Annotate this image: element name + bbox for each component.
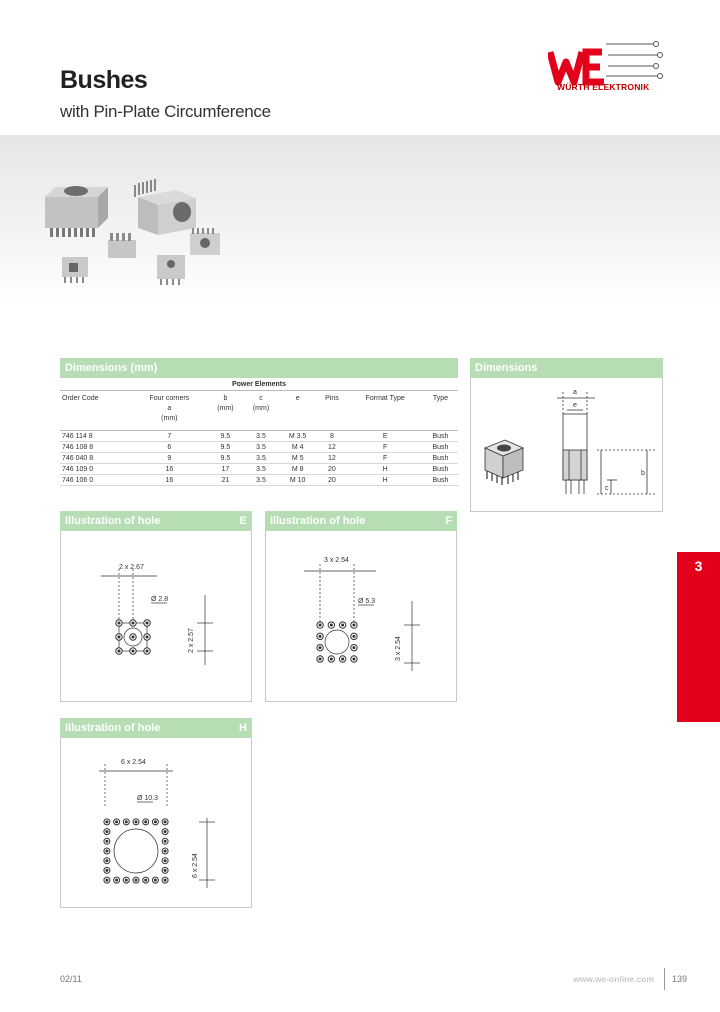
table-column-header <box>279 391 317 431</box>
pin-hole-center <box>154 821 156 823</box>
hole-h-code: H <box>239 722 247 734</box>
table-column-header-line: Four corners <box>149 395 190 402</box>
dimensions-drawing-heading-label: Dimensions <box>475 362 538 374</box>
pin-hole-center <box>330 624 332 626</box>
table-column-header <box>208 391 244 431</box>
table-cell: 3.5 <box>243 464 279 475</box>
table-cell: 9 <box>131 453 208 464</box>
hole-e-box <box>60 531 252 702</box>
bush-small-3 <box>62 257 88 283</box>
pin-hole-center <box>164 860 166 862</box>
bushes-photo-image <box>0 135 720 305</box>
table-cell: 20 <box>317 464 348 475</box>
hole-e-drawing <box>61 531 251 700</box>
hole-h-diameter: Ø 10.3 <box>137 795 159 802</box>
pin-hole-center <box>135 879 137 881</box>
product-photo <box>0 135 720 305</box>
pin-hole-center <box>319 624 321 626</box>
dimensions-drawing-heading <box>470 358 663 378</box>
dimensions-table-heading-label: Dimensions (mm) <box>65 362 158 374</box>
table-cell: Bush <box>423 464 458 475</box>
table-cell: 9.5 <box>208 453 244 464</box>
table-row <box>60 464 458 475</box>
hole-f-pitch: 3 x 2.54 <box>324 557 349 564</box>
table-column-header-line: b <box>223 395 228 402</box>
pin-hole-center <box>319 647 321 649</box>
table-cell: 16 <box>131 464 208 475</box>
table-column-header-line: Type <box>432 395 449 402</box>
hole-f-code: F <box>445 515 452 527</box>
table-cell: 3.5 <box>243 453 279 464</box>
pin-hole-center <box>164 831 166 833</box>
bush-large-1 <box>45 186 108 237</box>
pin-hole-center <box>353 658 355 660</box>
table-cell: 746 106 0 <box>60 475 131 486</box>
page-title: Bushes <box>60 66 148 94</box>
table-cell: Bush <box>423 442 458 453</box>
table-cell: 3.5 <box>243 431 279 442</box>
hole-e-heading <box>60 511 252 531</box>
table-column-header-line: e <box>295 395 300 402</box>
hole-h-box <box>60 738 252 908</box>
hole-f-heading <box>265 511 457 531</box>
table-cell: 3.5 <box>243 475 279 486</box>
pin-hole-center <box>353 635 355 637</box>
table-column-header-line: (mm) <box>217 405 234 412</box>
table-cell: 16 <box>131 475 208 486</box>
table-column-header <box>131 391 208 431</box>
hole-e-heading-label: Illustration of hole <box>65 515 161 527</box>
table-row <box>60 431 458 442</box>
pin-hole-center <box>145 821 147 823</box>
table-column-header-line: Order Code <box>62 395 99 402</box>
hole-h-pitch: 6 x 2.54 <box>121 759 146 766</box>
table-column-header-line: Pins <box>325 395 339 402</box>
table-cell: 17 <box>208 464 244 475</box>
pin-hole-center <box>164 840 166 842</box>
table-cell: 7 <box>131 431 208 442</box>
footer-url-link[interactable]: www.we-online.com <box>573 974 654 984</box>
pin-hole-center <box>106 850 108 852</box>
table-cell: Bush <box>423 453 458 464</box>
hole-h-heading-label: Illustration of hole <box>65 722 161 734</box>
hole-e-pitch: 2 x 2.67 <box>119 564 144 571</box>
pin-hole-center <box>319 635 321 637</box>
page-header <box>0 0 720 135</box>
chapter-tab-label: 3 <box>694 558 703 574</box>
table-cell: 20 <box>317 475 348 486</box>
table-column-header-line: Format Type <box>365 395 405 402</box>
table-row <box>60 453 458 464</box>
pin-hole-center <box>146 622 148 624</box>
table-cell: F <box>347 442 423 453</box>
bush-3d-sketch <box>485 440 523 485</box>
pin-hole-center <box>106 840 108 842</box>
table-cell: 746 114 8 <box>60 431 131 442</box>
table-column-header <box>60 391 131 431</box>
bush-side-view <box>557 392 657 494</box>
hole-e-height: 2 x 2.57 <box>188 628 195 653</box>
table-cell: 746 040 8 <box>60 453 131 464</box>
table-column-headers <box>60 391 458 431</box>
bush-small-2 <box>190 228 220 255</box>
pin-hole-center <box>353 624 355 626</box>
pin-hole-center <box>164 850 166 852</box>
pin-hole-center <box>135 821 137 823</box>
table-cell: 21 <box>208 475 244 486</box>
pin-hole-center <box>330 658 332 660</box>
pin-hole-center <box>154 879 156 881</box>
hole-h-drawing <box>61 738 251 906</box>
pin-hole-center <box>132 650 134 652</box>
pin-hole-center <box>319 658 321 660</box>
chapter-tab[interactable] <box>677 552 720 722</box>
pin-hole-center <box>116 821 118 823</box>
dimensions-table-heading <box>60 358 458 378</box>
table-column-header <box>317 391 348 431</box>
table-cell: M 10 <box>279 475 317 486</box>
page-subtitle: with Pin-Plate Circumference <box>60 102 271 121</box>
pin-hole-center <box>353 647 355 649</box>
dim-label-a: a <box>573 389 577 396</box>
hole-f-diameter: Ø 5.3 <box>358 598 376 605</box>
pin-hole-center <box>125 821 127 823</box>
hole-f-drawing <box>266 531 456 700</box>
pin-hole-center <box>106 860 108 862</box>
dimensions-table <box>60 378 458 486</box>
table-cell: H <box>347 475 423 486</box>
logo-text: WÜRTH ELEKTRONIK <box>557 82 650 92</box>
pin-hole-center <box>118 636 120 638</box>
table-cell: M 8 <box>279 464 317 475</box>
table-row <box>60 442 458 453</box>
table-row <box>60 475 458 486</box>
pin-hole-center <box>118 622 120 624</box>
footer-date: 02/11 <box>60 974 82 984</box>
pin-hole-center <box>164 879 166 881</box>
hole-f-box <box>265 531 457 702</box>
table-cell: 9.5 <box>208 442 244 453</box>
pin-hole-center <box>145 879 147 881</box>
table-column-header-line: c <box>259 395 263 402</box>
table-cell: M 5 <box>279 453 317 464</box>
hole-e-code: E <box>239 515 247 527</box>
pin-hole-center <box>164 869 166 871</box>
dim-label-c: c <box>605 485 609 492</box>
table-cell: 746 108 8 <box>60 442 131 453</box>
pin-hole-center <box>164 821 166 823</box>
table-cell: 6 <box>131 442 208 453</box>
pin-hole-center <box>125 879 127 881</box>
dimensions-drawing-box <box>470 378 663 512</box>
bush-large-2 <box>134 179 196 235</box>
hole-f-heading-label: Illustration of hole <box>270 515 366 527</box>
pin-hole-center <box>342 624 344 626</box>
table-cell: Bush <box>423 475 458 486</box>
table-cell: F <box>347 453 423 464</box>
table-cell: E <box>347 431 423 442</box>
table-column-header-line: (mm) <box>252 405 270 412</box>
hole-f-height: 3 x 2.54 <box>395 636 402 661</box>
table-column-header <box>423 391 458 431</box>
table-column-header <box>243 391 279 431</box>
pin-hole-center <box>132 636 134 638</box>
table-cell: 746 109 0 <box>60 464 131 475</box>
hole-e-diameter: Ø 2.8 <box>151 596 169 603</box>
table-cell: 12 <box>317 453 348 464</box>
table-cell: Bush <box>423 431 458 442</box>
pin-hole-center <box>146 636 148 638</box>
pin-hole-center <box>146 650 148 652</box>
table-group-header: Power Elements <box>60 378 458 391</box>
table-cell: 9.5 <box>208 431 244 442</box>
table-body <box>60 431 458 486</box>
table-cell: H <box>347 464 423 475</box>
table-cell: 8 <box>317 431 348 442</box>
hole-h-heading <box>60 718 252 738</box>
table-cell: 3.5 <box>243 442 279 453</box>
table-cell: M 4 <box>279 442 317 453</box>
pin-hole-center <box>106 821 108 823</box>
table-column-header-line: (mm) <box>161 415 178 422</box>
bush-small-1 <box>108 233 136 258</box>
table-cell: 12 <box>317 442 348 453</box>
dim-label-e: e <box>573 402 577 409</box>
pin-hole-center <box>118 650 120 652</box>
hole-h-height: 6 x 2.54 <box>192 853 199 878</box>
pin-hole-center <box>106 869 108 871</box>
table-cell: M 3.5 <box>279 431 317 442</box>
pin-hole-center <box>132 622 134 624</box>
footer-divider <box>664 968 665 990</box>
bush-dimension-drawing <box>471 378 662 510</box>
pin-hole-center <box>342 658 344 660</box>
table-column-header-line: a <box>167 405 172 412</box>
bush-small-4 <box>157 255 185 285</box>
pin-hole-center <box>106 879 108 881</box>
footer-page-number: 139 <box>672 974 688 984</box>
table-column-header <box>347 391 423 431</box>
dim-label-b: b <box>641 470 645 477</box>
pin-hole-center <box>116 879 118 881</box>
pin-hole-center <box>106 831 108 833</box>
